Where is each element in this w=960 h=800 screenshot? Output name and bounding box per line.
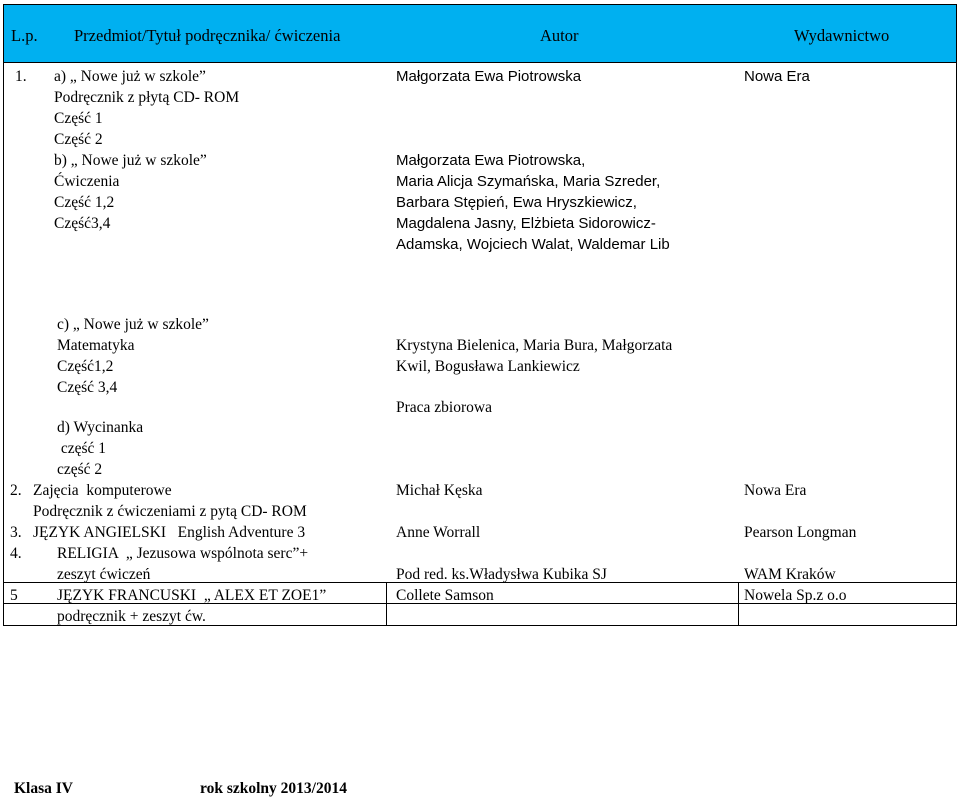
header-author: Autor bbox=[540, 26, 579, 45]
row1-title-d: część 1 bbox=[57, 440, 107, 457]
row3-title: JĘZYK ANGIELSKI English Adventure 3 bbox=[33, 524, 306, 541]
row1-author-c: Kwil, Bogusława Lankiewicz bbox=[396, 358, 580, 375]
row1-title-c: Matematyka bbox=[57, 337, 135, 354]
row4-author: Pod red. ks.Władysłwa Kubika SJ bbox=[396, 566, 607, 583]
row1-number: 1. bbox=[15, 68, 27, 85]
row5-number: 5 bbox=[10, 587, 18, 604]
row1-author-b: Adamska, Wojciech Walat, Waldemar Lib bbox=[396, 236, 670, 253]
row1-title-c: c) „ Nowe już w szkole” bbox=[57, 316, 209, 333]
row1-title-b: b) „ Nowe już w szkole” bbox=[54, 152, 207, 169]
row2-title: Podręcznik z ćwiczeniami z pytą CD- ROM bbox=[33, 503, 307, 520]
row1-title-line: Część 1 bbox=[54, 110, 103, 127]
row3-publisher: Pearson Longman bbox=[744, 524, 857, 541]
row1-publisher: Nowa Era bbox=[744, 68, 810, 85]
header-subject: Przedmiot/Tytuł podręcznika/ ćwiczenia bbox=[74, 26, 341, 45]
row1-title-c: Część1,2 bbox=[57, 358, 114, 375]
row1-title-line: Podręcznik z płytą CD- ROM bbox=[54, 89, 240, 106]
row1-author-b: Maria Alicja Szymańska, Maria Szreder, bbox=[396, 173, 661, 190]
row1-title-line: Część3,4 bbox=[54, 215, 111, 232]
row1-author-b: Barbara Stępień, Ewa Hryszkiewicz, bbox=[396, 194, 637, 211]
row1-title-d: d) Wycinanka bbox=[57, 419, 144, 436]
row2-author: Michał Kęska bbox=[396, 482, 483, 499]
table-header bbox=[3, 4, 957, 63]
row4-title: zeszyt ćwiczeń bbox=[57, 566, 151, 583]
row1-author-a: Małgorzata Ewa Piotrowska bbox=[396, 68, 582, 85]
column-divider bbox=[386, 582, 387, 625]
row2-number: 2. bbox=[10, 482, 22, 499]
row1-title-line: Część 1,2 bbox=[54, 194, 115, 211]
row5-title: podręcznik + zeszyt ćw. bbox=[57, 608, 206, 625]
row5-author: Collete Samson bbox=[396, 587, 494, 604]
row1-author-c: Krystyna Bielenica, Maria Bura, Małgorzata bbox=[396, 337, 673, 354]
row2-title: Zajęcia komputerowe bbox=[33, 482, 172, 499]
row1-title-a: a) „ Nowe już w szkole” bbox=[54, 68, 206, 85]
row1-title-c: Część 3,4 bbox=[57, 379, 118, 396]
row1-author-b: Magdalena Jasny, Elżbieta Sidorowicz- bbox=[396, 215, 656, 232]
row1-title-line: Ćwiczenia bbox=[54, 173, 120, 190]
row1-title-line: Część 2 bbox=[54, 131, 103, 148]
row2-publisher: Nowa Era bbox=[744, 482, 807, 499]
row4-title: RELIGIA „ Jezusowa wspólnota serc”+ bbox=[57, 545, 309, 562]
header-publisher: Wydawnictwo bbox=[794, 26, 890, 45]
row3-author: Anne Worrall bbox=[396, 524, 481, 541]
row3-number: 3. bbox=[10, 524, 22, 541]
row1-author-b: Małgorzata Ewa Piotrowska, bbox=[396, 152, 586, 169]
row5-publisher: Nowela Sp.z o.o bbox=[744, 587, 847, 604]
row4-publisher: WAM Kraków bbox=[744, 566, 836, 583]
row4-number: 4. bbox=[10, 545, 22, 562]
footer-school-year: rok szkolny 2013/2014 bbox=[200, 780, 347, 797]
row5-title: JĘZYK FRANCUSKI „ ALEX ET ZOE1” bbox=[57, 587, 327, 604]
footer-class: Klasa IV bbox=[14, 780, 73, 797]
row1-title-d: część 2 bbox=[57, 461, 103, 478]
header-lp: L.p. bbox=[11, 26, 38, 45]
column-divider bbox=[738, 582, 739, 625]
row1-author-d: Praca zbiorowa bbox=[396, 399, 492, 416]
